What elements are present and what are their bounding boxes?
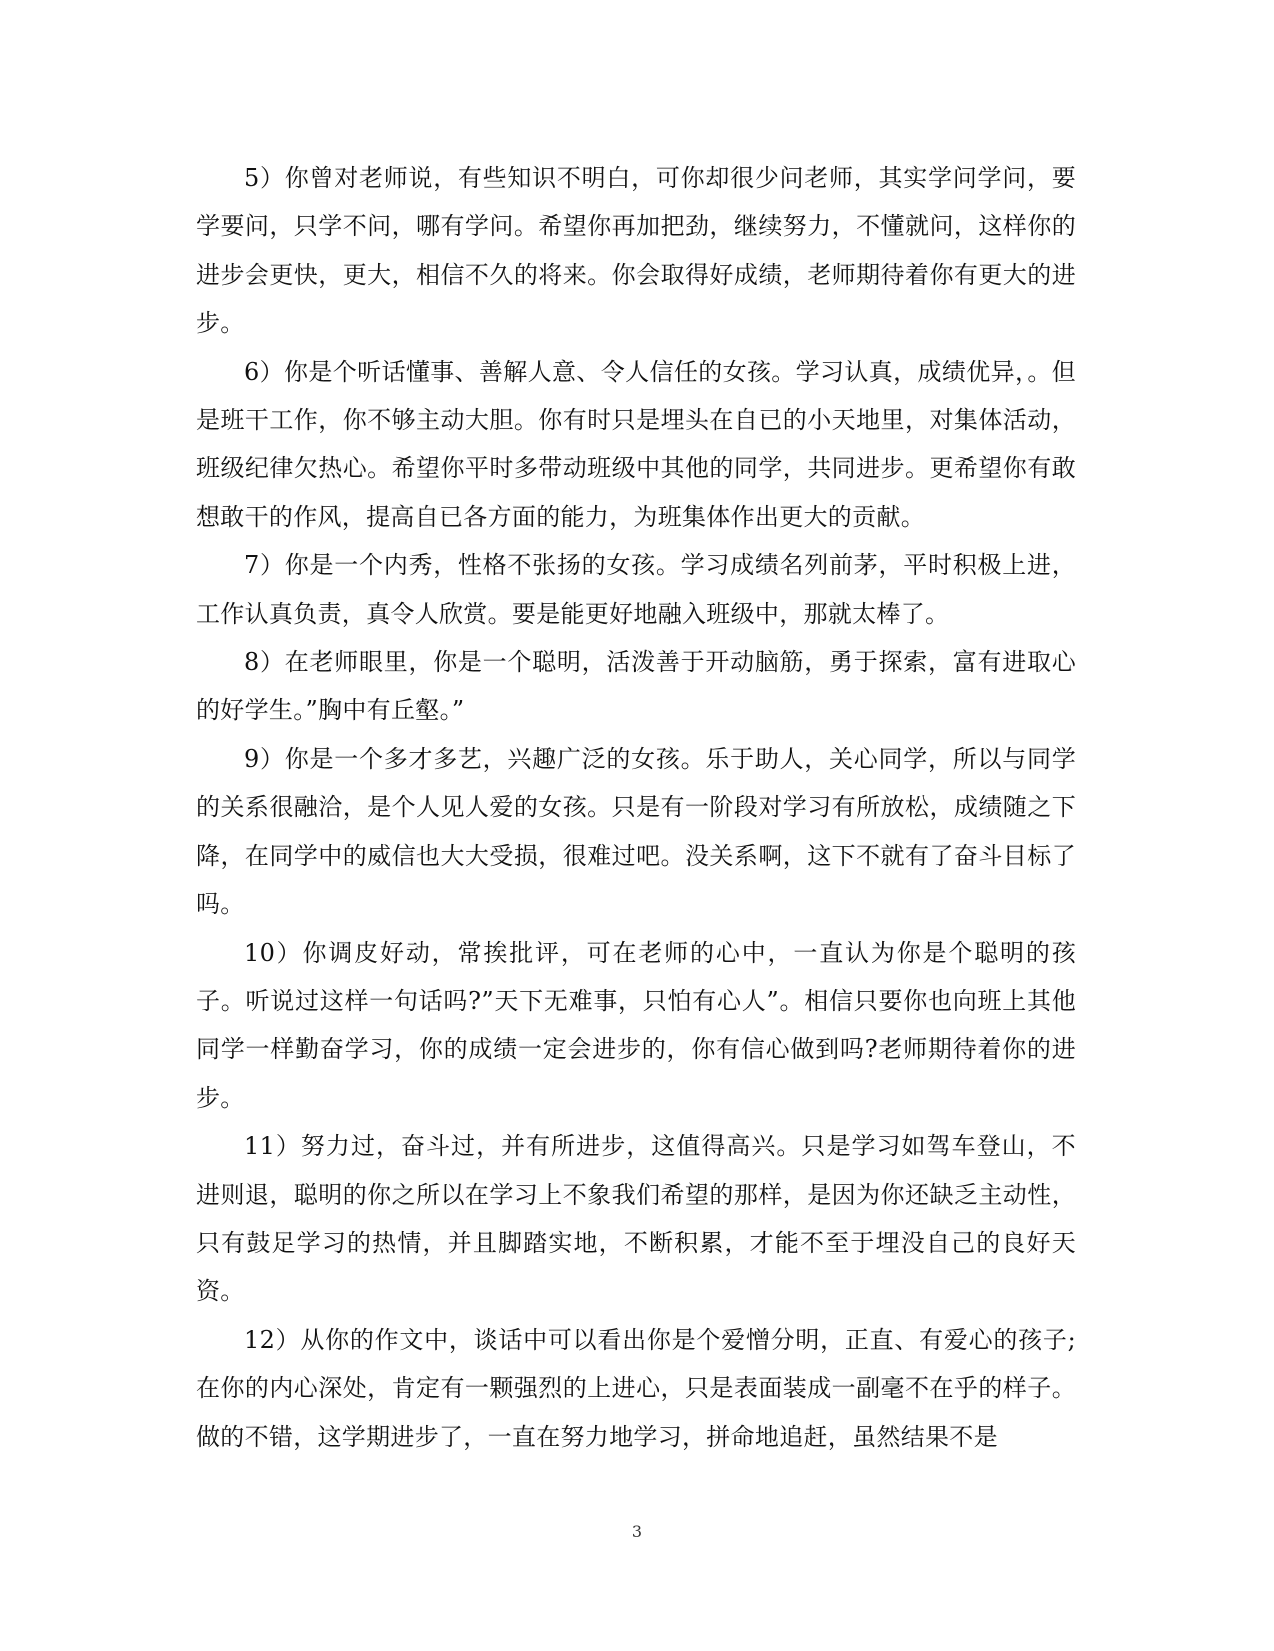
paragraph-8: 8）在老师眼里，你是一个聪明，活泼善于开动脑筋，勇于探索，富有进取心的好学生。”胸中有丘壑。”: [196, 648, 1076, 725]
paragraph-7: 7）你是一个内秀，性格不张扬的女孩。学习成绩名列前茅，平时积极上进，工作认真负责，真令人欣赏。要是能更好地融入班级中，那就太棒了。: [196, 551, 1076, 628]
page-number: 3: [631, 1522, 643, 1541]
paragraph-12: 12）从你的作文中，谈话中可以看出你是个爱憎分明，正直、有爱心的孩子;在你的内心深处，肯定有一颗强烈的上进心，只是表面装成一副毫不在乎的样子。做的不错，这学期进步了，一直在努力地学习，拼命地追赶，虽然结果不是: [196, 1325, 1076, 1451]
paragraph-5: 5）你曾对老师说，有些知识不明白，可你却很少问老师，其实学问学问，要学要问，只学不问，哪有学问。希望你再加把劲，继续努力，不懂就问，这样你的进步会更快，更大，相信不久的将来。你会取得好成绩，老师期待着你有更大的进步。: [196, 164, 1076, 338]
paragraph-10: 10）你调皮好动，常挨批评，可在老师的心中，一直认为你是个聪明的孩子。听说过这样一句话吗?”天下无难事，只怕有心人”。相信只要你也向班上其他同学一样勤奋学习，你的成绩一定会进步的，你有信心做到吗?老师期待着你的进步。: [196, 938, 1076, 1112]
document-body: [196, 154, 1076, 1461]
paragraph-11: 11）努力过，奋斗过，并有所进步，这值得高兴。只是学习如驾车登山，不进则退，聪明的你之所以在学习上不象我们希望的那样，是因为你还缺乏主动性，只有鼓足学习的热情，并且脚踏实地，不断积累，才能不至于埋没自己的良好天资。: [196, 1132, 1076, 1306]
paragraph-6: 6）你是个听话懂事、善解人意、令人信任的女孩。学习认真，成绩优异，。但是班干工作，你不够主动大胆。你有时只是埋头在自已的小天地里，对集体活动，班级纪律欠热心。希望你平时多带动班级中其他的同学，共同进步。更希望你有敢想敢干的作风，提高自已各方面的能力，为班集体作出更大的贡献。: [196, 357, 1076, 531]
paragraph-9: 9）你是一个多才多艺，兴趣广泛的女孩。乐于助人，关心同学，所以与同学的关系很融洽，是个人见人爱的女孩。只是有一阶段对学习有所放松，成绩随之下降，在同学中的威信也大大受损，很难过吧。没关系啊，这下不就有了奋斗目标了吗。: [196, 744, 1076, 919]
